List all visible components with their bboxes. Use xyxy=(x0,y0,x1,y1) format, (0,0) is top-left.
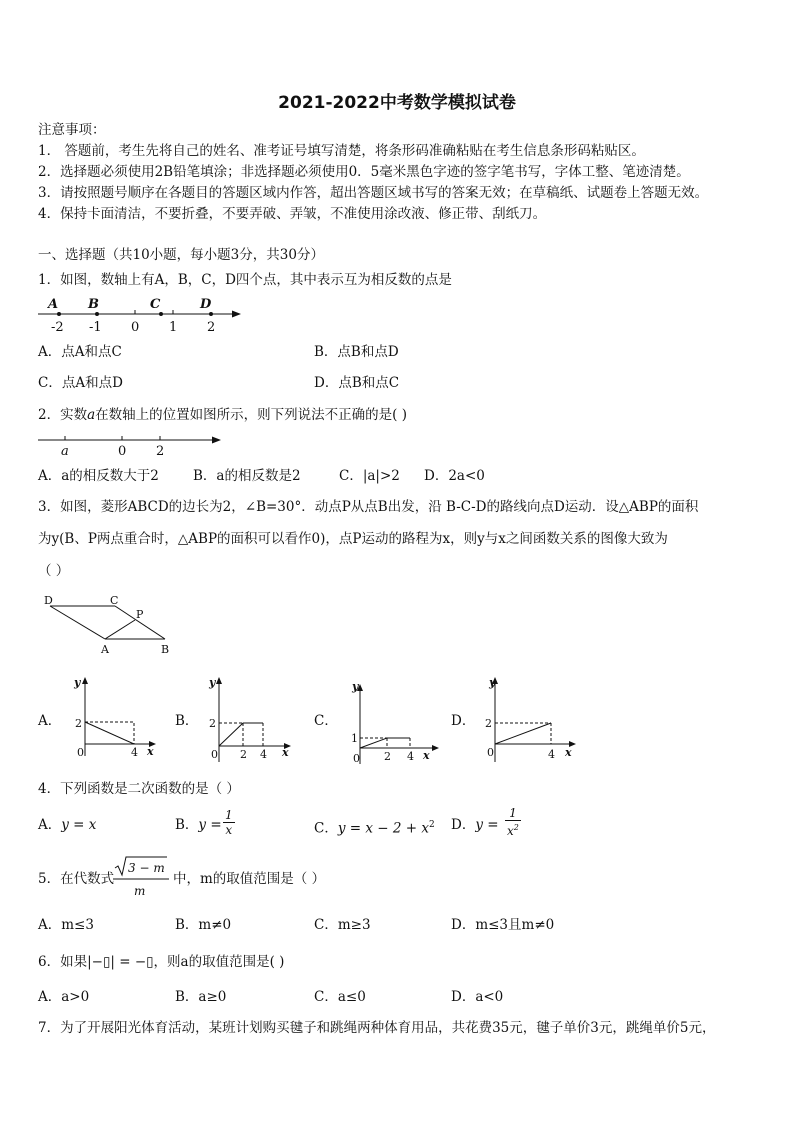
q1-option-a: A．点A和点C xyxy=(38,344,122,360)
y-tick: 1 xyxy=(351,732,358,745)
q2-option-c: C．|a|>2 xyxy=(339,468,400,484)
graph-option-d xyxy=(484,676,584,768)
q2-option-a: A．a的相反数大于2 xyxy=(38,468,159,484)
q4-option-c: C．$y = x - 2 + x^2$ xyxy=(314,820,435,837)
x-axis-label: x xyxy=(565,746,572,759)
tick-label: 0 xyxy=(131,320,140,335)
question-3-line-1: 3．如图，菱形ABCD的边长为2，∠B=30°．动点P从点B出发，沿 B-C-D的路线向点D运动．设△ABP的面积 xyxy=(38,499,699,515)
q1-option-c: C．点A和点D xyxy=(38,375,123,391)
graph-option-c xyxy=(345,680,445,768)
q4-option-d: D．y = xyxy=(451,817,499,833)
q6-option-b: B．a≥0 xyxy=(175,989,227,1005)
question-5-stem-pre: 5．在代数式 xyxy=(38,871,115,887)
tick-label: 1 xyxy=(169,320,178,335)
graph-option-b xyxy=(207,676,297,768)
tick-label: 2 xyxy=(207,320,216,335)
point-label-d: D xyxy=(200,297,212,312)
point-p-label: P xyxy=(136,608,144,621)
x-tick: 2 xyxy=(384,750,391,763)
x-tick: 0 xyxy=(353,752,360,765)
q5-radical-expression xyxy=(113,854,169,900)
point-a-label: a xyxy=(61,444,69,459)
notice-item: 4．保持卡面清洁，不要折叠，不要弄破、弄皱，不准使用涂改液、修正带、刮纸刀。 xyxy=(38,206,547,222)
x-tick: 0 xyxy=(77,746,84,759)
q4-option-a: A．y = x xyxy=(38,817,97,833)
denominator: m xyxy=(134,884,146,898)
y-axis-label: y xyxy=(489,676,496,689)
tick-label: 0 xyxy=(118,444,127,459)
x-tick: 0 xyxy=(487,746,494,759)
radicand: 3 − m xyxy=(128,861,165,875)
point-d-dot xyxy=(209,312,213,316)
q3-option-d-label: D． xyxy=(451,713,476,729)
vertex-d-label: D xyxy=(44,594,53,607)
x-axis-label: x xyxy=(147,745,154,758)
question-1-stem: 1．如图，数轴上有A，B，C，D四个点，其中表示互为相反数的点是 xyxy=(38,272,452,288)
q5-option-d: D．m≤3且m≠0 xyxy=(451,917,555,933)
notice-heading: 注意事项： xyxy=(38,122,106,138)
q5-option-c: C．m≥3 xyxy=(314,917,371,933)
rhombus-figure xyxy=(40,592,180,658)
vertex-a-label: A xyxy=(101,643,109,656)
point-label-a: A xyxy=(48,297,59,312)
x-axis-label: x xyxy=(423,749,430,762)
q4-b-fraction: $\frac{1}{x}$ xyxy=(225,808,233,837)
question-4-stem: 4．下列函数是二次函数的是（ ） xyxy=(38,781,240,797)
q2-option-d: D．2a<0 xyxy=(424,468,485,484)
x-tick: 4 xyxy=(131,746,138,759)
q2-number-line xyxy=(38,430,228,460)
notice-item: 1． 答题前，考生先将自己的姓名、准考证号填写清楚，将条形码准确粘贴在考生信息条形码粘贴区。 xyxy=(38,143,645,159)
notice-item: 2．选择题必须使用2B铅笔填涂；非选择题必须使用0．5毫米黑色字迹的签字笔书写，字体工整、笔迹清楚。 xyxy=(38,164,690,180)
vertex-c-label: C xyxy=(110,594,119,607)
q5-option-b: B．m≠0 xyxy=(175,917,232,933)
x-tick: 4 xyxy=(548,748,555,761)
point-label-c: C xyxy=(150,297,161,312)
vertex-b-label: B xyxy=(161,643,170,656)
question-7-stem: 7．为了开展阳光体育活动，某班计划购买毽子和跳绳两种体育用品，共花费35元，毽子单价3元，跳绳单价5元， xyxy=(38,1020,716,1036)
question-3-line-3: （ ） xyxy=(38,563,70,579)
y-axis-label: y xyxy=(74,676,81,689)
point-b-dot xyxy=(95,312,99,316)
graph-option-a xyxy=(72,676,162,764)
point-c-dot xyxy=(159,312,163,316)
page-title: 2021-2022中考数学模拟试卷 xyxy=(278,93,516,113)
q3-option-c-label: C． xyxy=(314,713,338,729)
q6-option-a: A．a>0 xyxy=(38,989,90,1005)
q6-option-c: C．a≤0 xyxy=(314,989,366,1005)
x-tick: 4 xyxy=(260,748,267,761)
q1-number-line xyxy=(38,294,248,336)
question-5-stem-post: 中，m的取值范围是（ ） xyxy=(173,871,326,887)
x-tick: 0 xyxy=(211,748,218,761)
notice-item: 3．请按照题号顺序在各题目的答题区域内作答，超出答题区域书写的答案无效；在草稿纸、试题卷上答题无效。 xyxy=(38,185,709,201)
y-axis-label: y xyxy=(352,680,359,693)
q6-option-d: D．a<0 xyxy=(451,989,504,1005)
tick-label: -1 xyxy=(89,320,102,335)
section-heading: 一、选择题（共10小题，每小题3分，共30分） xyxy=(38,247,324,263)
q1-option-d: D．点B和点C xyxy=(314,375,400,391)
x-axis-label: x xyxy=(282,746,289,759)
q4-option-b: B．y = xyxy=(175,817,222,833)
q3-option-b-label: B． xyxy=(175,713,199,729)
q3-option-a-label: A． xyxy=(38,713,62,729)
point-label-b: B xyxy=(88,297,99,312)
q4-d-fraction: $\frac{1}{x^2}$ xyxy=(507,806,519,838)
question-6-stem: 6．如果|−▯| = −▯，则a的取值范围是( ) xyxy=(38,954,285,970)
y-tick: 2 xyxy=(485,717,492,730)
x-tick: 4 xyxy=(407,750,414,763)
question-3-line-2: 为y(B、P两点重合时，△ABP的面积可以看作0)，点P运动的路程为x，则y与x之间函数关系的图像大致为 xyxy=(38,531,668,547)
question-2-stem: 2．实数a在数轴上的位置如图所示，则下列说法不正确的是( ) xyxy=(38,407,407,423)
y-axis-label: y xyxy=(209,676,216,689)
tick-label: -2 xyxy=(51,320,64,335)
q5-option-a: A．m≤3 xyxy=(38,917,94,933)
tick-label: 2 xyxy=(156,444,165,459)
q1-option-b: B．点B和点D xyxy=(314,344,399,360)
point-a-dot xyxy=(57,312,61,316)
y-tick: 2 xyxy=(75,717,82,730)
q2-option-b: B．a的相反数是2 xyxy=(193,468,301,484)
x-tick: 2 xyxy=(240,748,247,761)
y-tick: 2 xyxy=(209,717,216,730)
